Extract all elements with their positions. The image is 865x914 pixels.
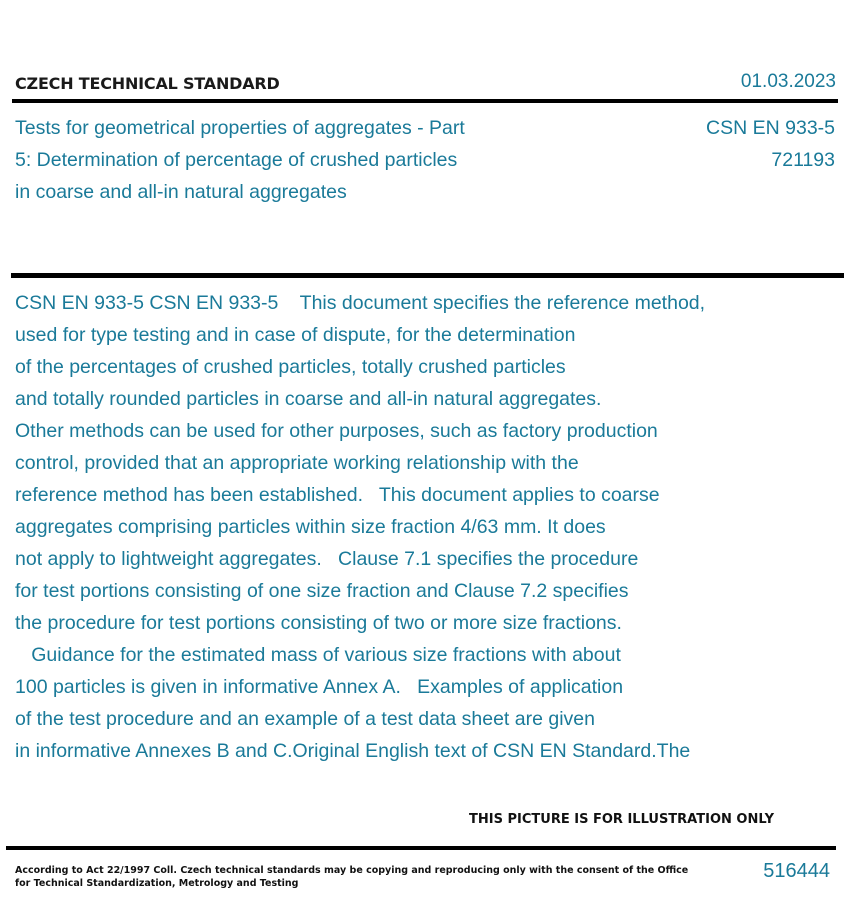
abstract-line: Other methods can be used for other purposes, such as factory production — [15, 420, 658, 442]
abstract-line: for test portions consisting of one size fraction and Clause 7.2 specifies — [15, 580, 629, 602]
abstract-line: of the percentages of crushed particles, totally crushed particles — [15, 356, 566, 378]
standard-title — [15, 112, 555, 208]
abstract-line: CSN EN 933-5 CSN EN 933-5 This document specifies the reference method, — [15, 292, 706, 314]
document-number: 516444 — [763, 860, 830, 882]
standard-type-label: CZECH TECHNICAL STANDARD — [15, 74, 280, 93]
abstract-line: in informative Annexes B and C.Original English text of CSN EN Standard.The — [15, 740, 691, 762]
copyright-line: for Technical Standardization, Metrology and Testing — [15, 878, 299, 889]
standard-codes — [706, 112, 835, 176]
title-divider — [11, 273, 844, 278]
abstract-line: used for type testing and in case of dispute, for the determination — [15, 324, 576, 346]
abstract-line: of the test procedure and an example of a test data sheet are given — [15, 708, 595, 730]
copyright-line: According to Act 22/1997 Coll. Czech technical standards may be copying and reproducing only with the consent of the Office — [15, 865, 689, 876]
abstract-line: Guidance for the estimated mass of various size fractions with about — [15, 644, 621, 666]
copyright-notice — [15, 864, 688, 890]
title-line: 5: Determination of percentage of crushed particles — [15, 149, 458, 171]
abstract-line: 100 particles is given in informative Annex A. Examples of application — [15, 676, 624, 698]
illustration-note: THIS PICTURE IS FOR ILLUSTRATION ONLY — [469, 812, 774, 827]
abstract-line: control, provided that an appropriate working relationship with the — [15, 452, 579, 474]
abstract-line: reference method has been established. This document applies to coarse — [15, 484, 660, 506]
abstract-line: the procedure for test portions consisting of two or more size fractions. — [15, 612, 622, 634]
abstract-line: and totally rounded particles in coarse and all-in natural aggregates. — [15, 388, 602, 410]
standard-code: CSN EN 933-5 — [706, 117, 835, 139]
abstract-line: not apply to lightweight aggregates. Clause 7.1 specifies the procedure — [15, 548, 639, 570]
abstract-text — [15, 287, 835, 767]
publication-date: 01.03.2023 — [740, 71, 836, 92]
title-line: in coarse and all-in natural aggregates — [15, 181, 347, 203]
class-number: 721193 — [771, 149, 835, 171]
abstract-line: aggregates comprising particles within size fraction 4/63 mm. It does — [15, 516, 606, 538]
footer-divider — [6, 846, 836, 850]
title-line: Tests for geometrical properties of aggregates - Part — [15, 117, 465, 139]
top-divider — [12, 99, 838, 103]
